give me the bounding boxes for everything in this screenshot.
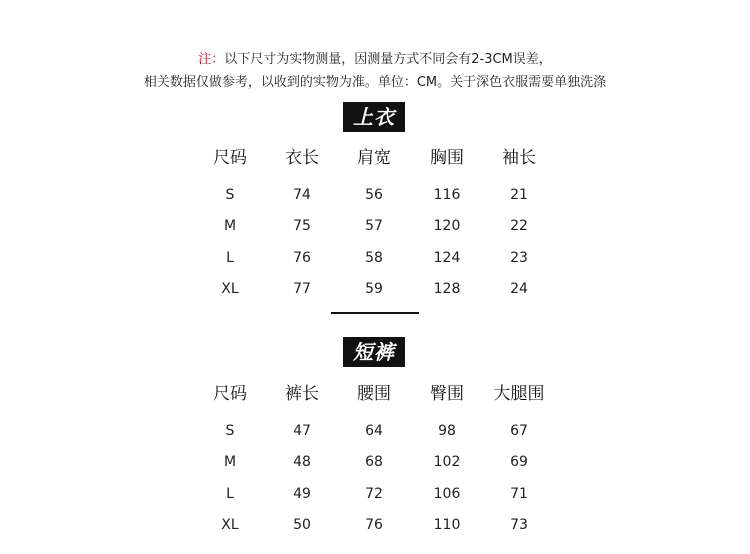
top-table-cell: XL	[221, 281, 239, 297]
top-table-cell: 58	[365, 250, 383, 266]
top-table-cell: 120	[433, 218, 461, 234]
top-table-cell: 23	[510, 250, 528, 266]
top-table-cell: S	[225, 187, 235, 203]
top-table-cell: 57	[365, 218, 383, 234]
top-header-cell: 袖长	[502, 148, 536, 168]
top-table-cell: L	[226, 250, 234, 266]
shorts-header-cell: 大腿围	[493, 384, 545, 404]
shorts-table-cell: 98	[438, 423, 456, 439]
shorts-table-cell: M	[223, 454, 237, 470]
shorts-table-cell: L	[226, 486, 234, 502]
top-header-cell: 胸围	[430, 148, 464, 168]
top-table-cell: 56	[365, 187, 383, 203]
measurement-note-line-1	[0, 48, 750, 67]
top-table-cell: 124	[433, 250, 461, 266]
top-table-cell: M	[223, 218, 237, 234]
top-header-cell: 肩宽	[357, 148, 391, 168]
shorts-table-cell: 50	[293, 517, 311, 533]
top-table-cell: 116	[433, 187, 461, 203]
top-table-cell: 24	[510, 281, 528, 297]
top-table-cell: 22	[510, 218, 528, 234]
shorts-table-cell: 69	[510, 454, 528, 470]
shorts-table-cell: 71	[510, 486, 528, 502]
shorts-table-cell: 67	[510, 423, 528, 439]
shorts-table-cell: 48	[293, 454, 311, 470]
shorts-table-cell: 76	[365, 517, 383, 533]
shorts-table-cell: 73	[510, 517, 528, 533]
top-table-cell: 21	[510, 187, 528, 203]
shorts-table-cell: 49	[293, 486, 311, 502]
top-table-cell: 76	[293, 250, 311, 266]
top-header-cell: 衣长	[285, 148, 319, 168]
shorts-table-cell: 102	[433, 454, 461, 470]
note-text-1: 以下尺寸为实物测量，因测量方式不同会有2-3CM误差，	[224, 52, 552, 67]
top-section-title: 上衣	[343, 102, 405, 132]
shorts-table-cell: 64	[365, 423, 383, 439]
measurement-note-line-2: 相关数据仅做参考，以收到的实物为准。单位：CM。关于深色衣服需要单独洗涤	[143, 75, 607, 90]
shorts-table-cell: 68	[365, 454, 383, 470]
shorts-table-cell: 72	[365, 486, 383, 502]
shorts-table-cell: 47	[293, 423, 311, 439]
top-table-cell: 59	[365, 281, 383, 297]
shorts-table-cell: S	[225, 423, 235, 439]
section-divider	[331, 312, 419, 314]
top-table-cell: 75	[293, 218, 311, 234]
shorts-header-cell: 臀围	[430, 384, 464, 404]
top-table-cell: 128	[433, 281, 461, 297]
top-table-cell: 77	[293, 281, 311, 297]
shorts-table-cell: 106	[433, 486, 461, 502]
shorts-header-cell: 尺码	[213, 384, 247, 404]
note-lead: 注：	[198, 52, 225, 67]
shorts-header-cell: 腰围	[357, 384, 391, 404]
top-header-cell: 尺码	[213, 148, 247, 168]
shorts-header-cell: 裤长	[285, 384, 319, 404]
shorts-section-title: 短裤	[343, 337, 405, 367]
shorts-table-cell: XL	[221, 517, 239, 533]
shorts-table-cell: 110	[433, 517, 461, 533]
top-table-cell: 74	[293, 187, 311, 203]
